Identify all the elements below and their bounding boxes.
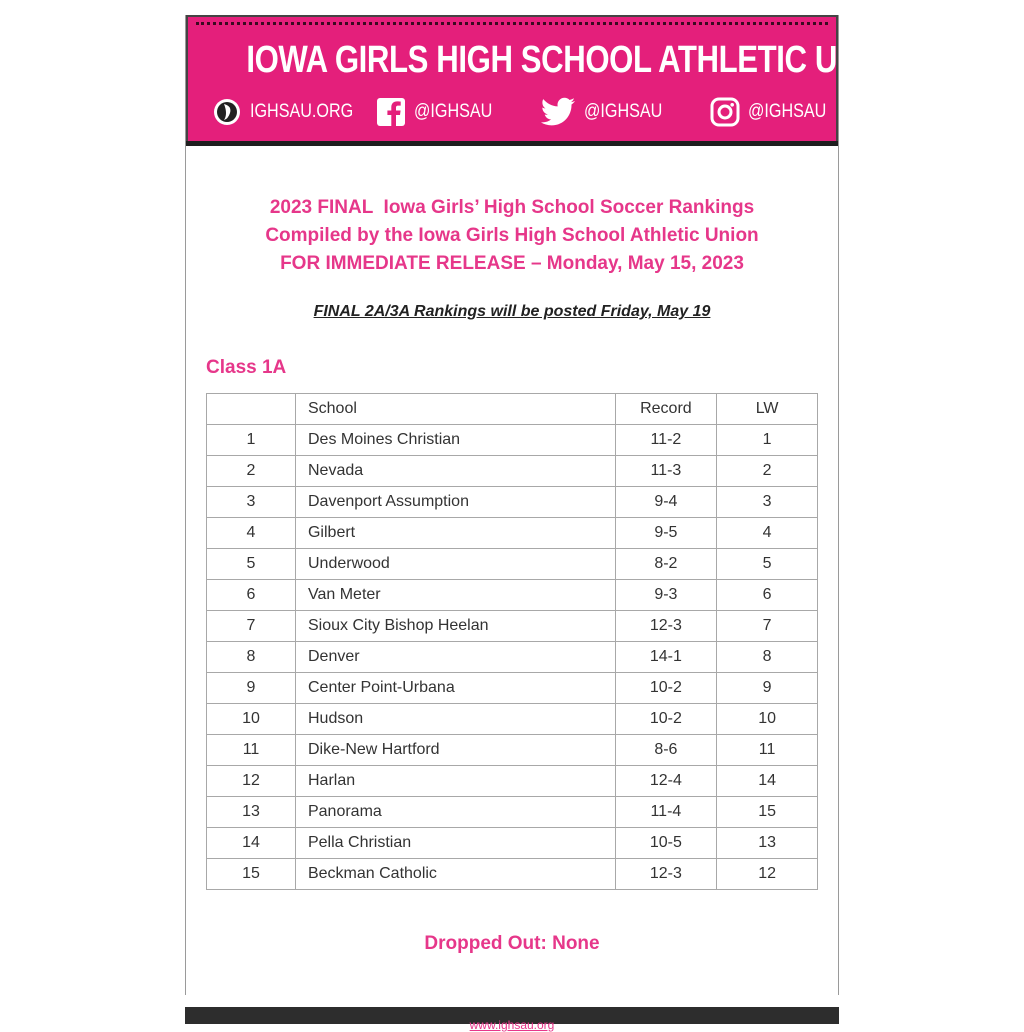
banner-dotted-border: [196, 22, 828, 25]
rank-cell: 1: [207, 425, 296, 456]
table-row: [207, 580, 818, 611]
last-week-cell: 13: [717, 828, 818, 859]
last-week-cell: 2: [717, 456, 818, 487]
last-week-cell: 7: [717, 611, 818, 642]
headline-line-1: 2023 FINAL Iowa Girls’ High School Soccer Rankings: [269, 197, 755, 218]
table-row: [207, 487, 818, 518]
header-school: School: [295, 394, 615, 425]
last-week-cell: 8: [717, 642, 818, 673]
table-row: [207, 766, 818, 797]
school-cell: Van Meter: [295, 580, 615, 611]
table-row: [207, 797, 818, 828]
record-cell: 11-2: [615, 425, 717, 456]
record-cell: 9-5: [615, 518, 717, 549]
rank-cell: 11: [207, 735, 296, 766]
table-row: [207, 642, 818, 673]
banner-title: IOWA GIRLS HIGH SCHOOL ATHLETIC UNION: [246, 39, 914, 81]
school-cell: Underwood: [295, 549, 615, 580]
twitter-icon: [540, 97, 576, 127]
rank-cell: 14: [207, 828, 296, 859]
email-page: [185, 15, 914, 995]
social-instagram-label: @IGHSAU: [748, 101, 827, 122]
record-cell: 12-3: [615, 611, 717, 642]
record-cell: 14-1: [615, 642, 717, 673]
last-week-cell: 11: [717, 735, 818, 766]
record-cell: 8-6: [615, 735, 717, 766]
record-cell: 9-3: [615, 580, 717, 611]
header-banner: [186, 15, 914, 143]
rank-cell: 9: [207, 673, 296, 704]
table-row: [207, 828, 818, 859]
rank-cell: 15: [207, 859, 296, 890]
last-week-cell: 12: [717, 859, 818, 890]
school-cell: Hudson: [295, 704, 615, 735]
record-cell: 10-2: [615, 704, 717, 735]
class-title: Class 1A: [206, 357, 287, 378]
record-cell: 12-4: [615, 766, 717, 797]
record-cell: 10-2: [615, 673, 717, 704]
table-header-row: [207, 394, 818, 425]
rank-cell: 7: [207, 611, 296, 642]
last-week-cell: 1: [717, 425, 818, 456]
record-cell: 8-2: [615, 549, 717, 580]
school-cell: Dike-New Hartford: [295, 735, 615, 766]
last-week-cell: 10: [717, 704, 818, 735]
school-cell: Harlan: [295, 766, 615, 797]
social-website-link[interactable]: [212, 97, 371, 127]
header-record: Record: [615, 394, 717, 425]
social-website-label: IGHSAU.ORG: [250, 101, 354, 122]
last-week-cell: 4: [717, 518, 818, 549]
school-cell: Nevada: [295, 456, 615, 487]
footer-website-link[interactable]: www.ighsau.org: [469, 1018, 555, 1032]
rank-cell: 12: [207, 766, 296, 797]
facebook-icon: [376, 97, 406, 127]
table-row: [207, 673, 818, 704]
table-row: [207, 859, 818, 890]
social-instagram-link[interactable]: [710, 97, 840, 127]
school-cell: Des Moines Christian: [295, 425, 615, 456]
rank-cell: 3: [207, 487, 296, 518]
school-cell: Panorama: [295, 797, 615, 828]
school-cell: Center Point-Urbana: [295, 673, 615, 704]
banner-divider: [186, 141, 838, 146]
school-cell: Denver: [295, 642, 615, 673]
rankings-note: FINAL 2A/3A Rankings will be posted Friday, May 19: [313, 303, 711, 320]
last-week-cell: 15: [717, 797, 818, 828]
social-twitter-label: @IGHSAU: [584, 101, 663, 122]
record-cell: 11-3: [615, 456, 717, 487]
school-cell: Sioux City Bishop Heelan: [295, 611, 615, 642]
table-row: [207, 611, 818, 642]
social-facebook-link[interactable]: [376, 97, 506, 127]
record-cell: 10-5: [615, 828, 717, 859]
ighsau-logo-icon: [212, 97, 242, 127]
school-cell: Gilbert: [295, 518, 615, 549]
table-row: [207, 704, 818, 735]
rankings-table: [206, 393, 818, 890]
rank-cell: 13: [207, 797, 296, 828]
record-cell: 9-4: [615, 487, 717, 518]
school-cell: Beckman Catholic: [295, 859, 615, 890]
last-week-cell: 6: [717, 580, 818, 611]
last-week-cell: 5: [717, 549, 818, 580]
instagram-icon: [710, 97, 740, 127]
school-cell: Davenport Assumption: [295, 487, 615, 518]
social-twitter-link[interactable]: [540, 97, 676, 127]
rank-cell: 2: [207, 456, 296, 487]
school-cell: Pella Christian: [295, 828, 615, 859]
footer-bar: [185, 1007, 839, 1032]
header-last-week: LW: [717, 394, 818, 425]
table-row: [207, 549, 818, 580]
table-row: [207, 425, 818, 456]
rank-cell: 5: [207, 549, 296, 580]
social-facebook-label: @IGHSAU: [414, 101, 493, 122]
rank-cell: 10: [207, 704, 296, 735]
record-cell: 12-3: [615, 859, 717, 890]
last-week-cell: 3: [717, 487, 818, 518]
last-week-cell: 14: [717, 766, 818, 797]
headline-line-2: Compiled by the Iowa Girls High School Athletic Union: [265, 225, 759, 246]
rank-cell: 8: [207, 642, 296, 673]
headline-line-3: FOR IMMEDIATE RELEASE – Monday, May 15, 2023: [280, 253, 744, 274]
dropped-out-note: Dropped Out: None: [424, 933, 600, 954]
table-row: [207, 735, 818, 766]
header-rank: [207, 394, 296, 425]
rank-cell: 4: [207, 518, 296, 549]
press-release-headline: [186, 194, 838, 278]
table-row: [207, 456, 818, 487]
record-cell: 11-4: [615, 797, 717, 828]
table-row: [207, 518, 818, 549]
last-week-cell: 9: [717, 673, 818, 704]
rank-cell: 6: [207, 580, 296, 611]
